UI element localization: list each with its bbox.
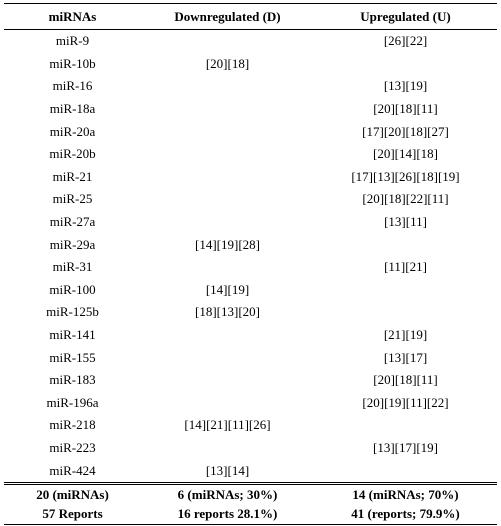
upregulated-cell: [17][13][26][18][19] bbox=[351, 168, 460, 184]
table-totals bbox=[4, 483, 497, 524]
downregulated-cell bbox=[141, 211, 314, 234]
upregulated-cell: [21][19] bbox=[383, 327, 428, 343]
table-row bbox=[4, 301, 497, 324]
mirna-cell: miR-18a bbox=[49, 101, 96, 117]
upregulated-cell: [17][20][18][27] bbox=[362, 123, 449, 139]
upregulated-cell bbox=[314, 459, 497, 483]
downregulated-cell bbox=[141, 75, 314, 98]
downregulated-cell bbox=[141, 437, 314, 460]
upregulated-cell: [13][19] bbox=[383, 78, 428, 94]
table-row bbox=[4, 233, 497, 256]
mirna-cell: miR-27a bbox=[49, 214, 96, 230]
downregulated-cell: [14][19][28] bbox=[195, 236, 260, 252]
upregulated-cell: [20][18][22][11] bbox=[362, 191, 449, 207]
mirna-regulation-table bbox=[4, 3, 497, 525]
downregulated-cell bbox=[141, 30, 314, 53]
mirna-cell: miR-9 bbox=[55, 33, 90, 49]
mirna-cell: miR-25 bbox=[52, 191, 93, 207]
total-upregulated-cell: 14 (miRNAs; 70%) bbox=[314, 483, 497, 505]
total-downregulated-cell: 16 reports 28.1%) bbox=[141, 505, 314, 525]
upregulated-cell: [11][21] bbox=[384, 259, 427, 275]
mirna-cell: miR-31 bbox=[52, 259, 93, 275]
downregulated-cell bbox=[141, 188, 314, 211]
downregulated-cell bbox=[141, 256, 314, 279]
downregulated-cell bbox=[141, 346, 314, 369]
mirna-cell: miR-424 bbox=[49, 462, 96, 478]
table-row bbox=[4, 414, 497, 437]
table-row bbox=[4, 120, 497, 143]
upregulated-cell bbox=[314, 53, 497, 76]
upregulated-cell: [20][18][11] bbox=[373, 372, 438, 388]
downregulated-cell bbox=[141, 369, 314, 392]
downregulated-cell: [18][13][20] bbox=[195, 304, 260, 320]
downregulated-cell bbox=[141, 166, 314, 189]
upregulated-cell: [13][17][19] bbox=[373, 439, 438, 455]
downregulated-cell bbox=[141, 120, 314, 143]
mirna-cell: miR-141 bbox=[49, 327, 96, 343]
mirna-cell: miR-16 bbox=[52, 78, 93, 94]
table-row bbox=[4, 98, 497, 121]
totals-row bbox=[4, 483, 497, 505]
upregulated-cell: [13][11] bbox=[384, 214, 427, 230]
table-row bbox=[4, 279, 497, 302]
mirna-cell: miR-218 bbox=[49, 417, 96, 433]
table-row bbox=[4, 392, 497, 415]
upregulated-cell: [20][14][18] bbox=[373, 146, 438, 162]
mirna-cell: miR-100 bbox=[49, 281, 96, 297]
table-row bbox=[4, 459, 497, 483]
mirna-cell: miR-223 bbox=[49, 439, 96, 455]
table-row bbox=[4, 166, 497, 189]
upregulated-cell: [26][22] bbox=[383, 33, 428, 49]
table-row bbox=[4, 188, 497, 211]
table-row bbox=[4, 437, 497, 460]
mirna-cell: miR-125b bbox=[46, 304, 99, 320]
downregulated-cell: [20][18] bbox=[205, 55, 250, 71]
header-upregulated: Upregulated (U) bbox=[314, 4, 497, 30]
upregulated-cell: [13][17] bbox=[383, 349, 428, 365]
mirna-cell: miR-20a bbox=[49, 123, 96, 139]
table-row bbox=[4, 143, 497, 166]
mirna-cell: miR-183 bbox=[49, 372, 96, 388]
downregulated-cell: [14][21][11][26] bbox=[184, 417, 271, 433]
totals-row bbox=[4, 505, 497, 525]
table-row bbox=[4, 256, 497, 279]
upregulated-cell bbox=[314, 301, 497, 324]
table-row bbox=[4, 369, 497, 392]
header-row bbox=[4, 4, 497, 30]
downregulated-cell: [14][19] bbox=[205, 281, 250, 297]
table-row bbox=[4, 211, 497, 234]
mirna-cell: miR-155 bbox=[49, 349, 96, 365]
table-row bbox=[4, 75, 497, 98]
table-row bbox=[4, 346, 497, 369]
upregulated-cell bbox=[314, 279, 497, 302]
downregulated-cell bbox=[141, 392, 314, 415]
total-mirna-cell: 57 Reports bbox=[4, 505, 141, 525]
mirna-cell: miR-196a bbox=[46, 394, 99, 410]
header-downregulated: Downregulated (D) bbox=[141, 4, 314, 30]
mirna-cell: miR-10b bbox=[49, 55, 96, 71]
downregulated-cell bbox=[141, 98, 314, 121]
upregulated-cell: [20][18][11] bbox=[373, 101, 438, 117]
upregulated-cell: [20][19][11][22] bbox=[362, 394, 449, 410]
downregulated-cell: [13][14] bbox=[205, 462, 250, 478]
table-row bbox=[4, 53, 497, 76]
upregulated-cell bbox=[314, 233, 497, 256]
total-mirna-cell: 20 (miRNAs) bbox=[4, 483, 141, 505]
table-body bbox=[4, 30, 497, 484]
mirna-cell: miR-20b bbox=[49, 146, 96, 162]
total-downregulated-cell: 6 (miRNAs; 30%) bbox=[141, 483, 314, 505]
table-row bbox=[4, 324, 497, 347]
mirna-cell: miR-21 bbox=[52, 168, 93, 184]
mirna-cell: miR-29a bbox=[49, 236, 96, 252]
header-mirnas: miRNAs bbox=[4, 4, 141, 30]
downregulated-cell bbox=[141, 324, 314, 347]
total-upregulated-cell: 41 (reports; 79.9%) bbox=[314, 505, 497, 525]
upregulated-cell bbox=[314, 414, 497, 437]
downregulated-cell bbox=[141, 143, 314, 166]
table-row bbox=[4, 30, 497, 53]
